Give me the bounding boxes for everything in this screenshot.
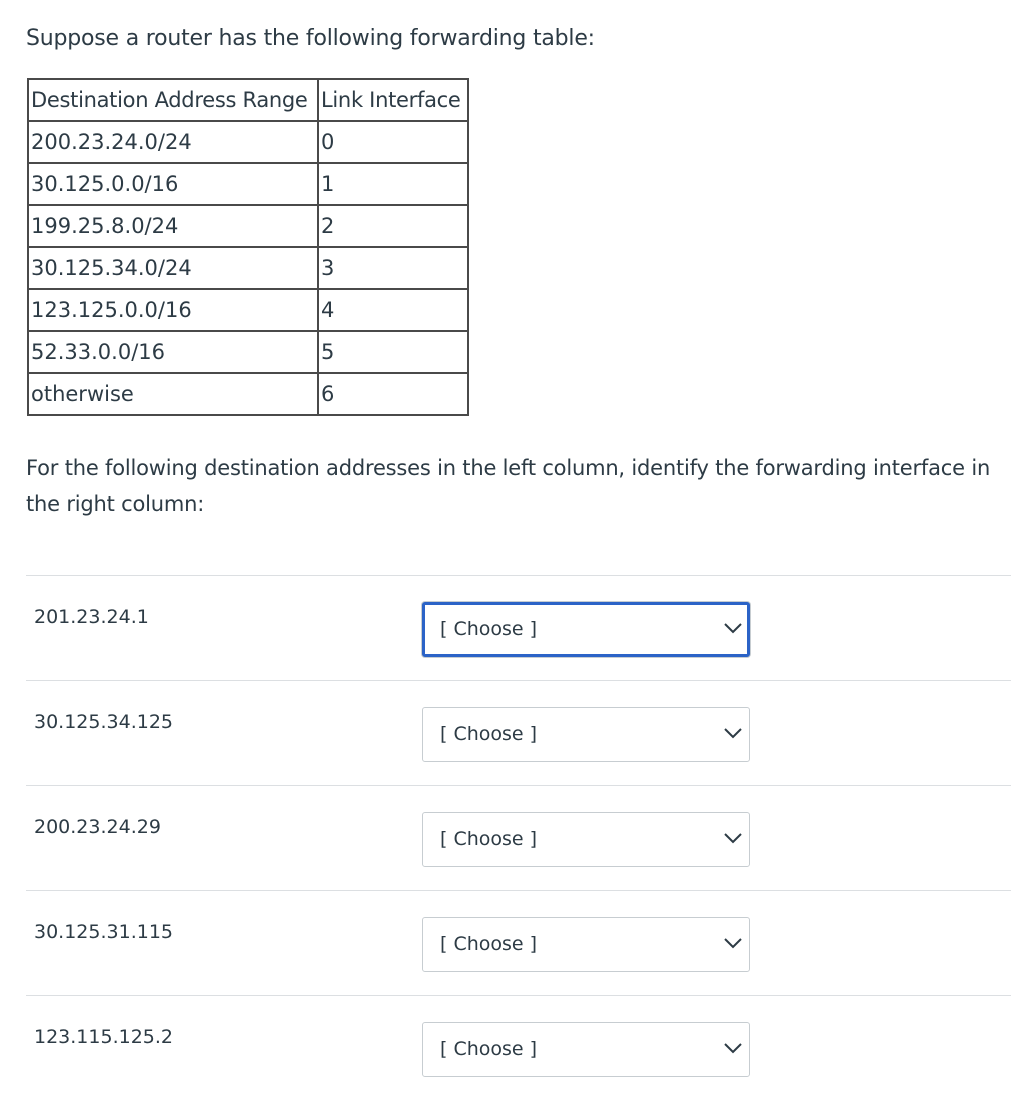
interface-cell: 1 [318, 163, 468, 205]
destination-cell: 199.25.8.0/24 [28, 205, 318, 247]
answer-dropdown[interactable] [422, 917, 750, 972]
dropdown-selected-value: [ Choose ] [440, 933, 538, 955]
dropdown-selected-value: [ Choose ] [440, 828, 538, 850]
dropdown-selected-value: [ Choose ] [440, 1038, 538, 1060]
destination-cell: 200.23.24.0/24 [28, 121, 318, 163]
question-intro: Suppose a router has the following forwarding table: [26, 26, 595, 51]
interface-cell: 6 [318, 373, 468, 415]
interface-cell: 5 [318, 331, 468, 373]
destination-cell: 30.125.0.0/16 [28, 163, 318, 205]
dropdown-selected-value: [ Choose ] [440, 618, 538, 640]
table-row [28, 289, 468, 331]
destination-cell: 52.33.0.0/16 [28, 331, 318, 373]
table-header-row [28, 79, 468, 121]
header-interface: Link Interface [318, 79, 468, 121]
answer-address-label: 200.23.24.29 [34, 816, 161, 838]
table-row [28, 163, 468, 205]
destination-cell: otherwise [28, 373, 318, 415]
answer-address-label: 30.125.34.125 [34, 711, 174, 733]
table-row [28, 121, 468, 163]
answer-address-label: 30.125.31.115 [34, 921, 174, 943]
chevron-down-icon [723, 726, 743, 740]
forwarding-table [27, 78, 469, 416]
answer-row [26, 575, 1011, 680]
answer-row [26, 680, 1011, 785]
answer-dropdown[interactable] [422, 707, 750, 762]
table-row [28, 247, 468, 289]
answer-dropdown[interactable] [422, 812, 750, 867]
header-destination: Destination Address Range [28, 79, 318, 121]
interface-cell: 0 [318, 121, 468, 163]
interface-cell: 3 [318, 247, 468, 289]
interface-cell: 2 [318, 205, 468, 247]
matching-answers [26, 575, 1011, 1100]
interface-cell: 4 [318, 289, 468, 331]
table-row [28, 205, 468, 247]
destination-cell: 30.125.34.0/24 [28, 247, 318, 289]
table-row [28, 373, 468, 415]
destination-cell: 123.125.0.0/16 [28, 289, 318, 331]
answer-row [26, 995, 1011, 1100]
question-instructions: For the following destination addresses in the left column, identify the forwarding interface in the right column: [26, 456, 991, 516]
chevron-down-icon [723, 936, 743, 950]
answer-address-label: 123.115.125.2 [34, 1026, 174, 1048]
answer-row [26, 785, 1011, 890]
answer-dropdown[interactable] [422, 1022, 750, 1077]
dropdown-selected-value: [ Choose ] [440, 723, 538, 745]
answer-address-label: 201.23.24.1 [34, 606, 149, 628]
answer-dropdown[interactable] [422, 602, 750, 657]
chevron-down-icon [723, 1041, 743, 1055]
answer-row [26, 890, 1011, 995]
chevron-down-icon [723, 831, 743, 845]
chevron-down-icon [723, 621, 743, 635]
table-row [28, 331, 468, 373]
